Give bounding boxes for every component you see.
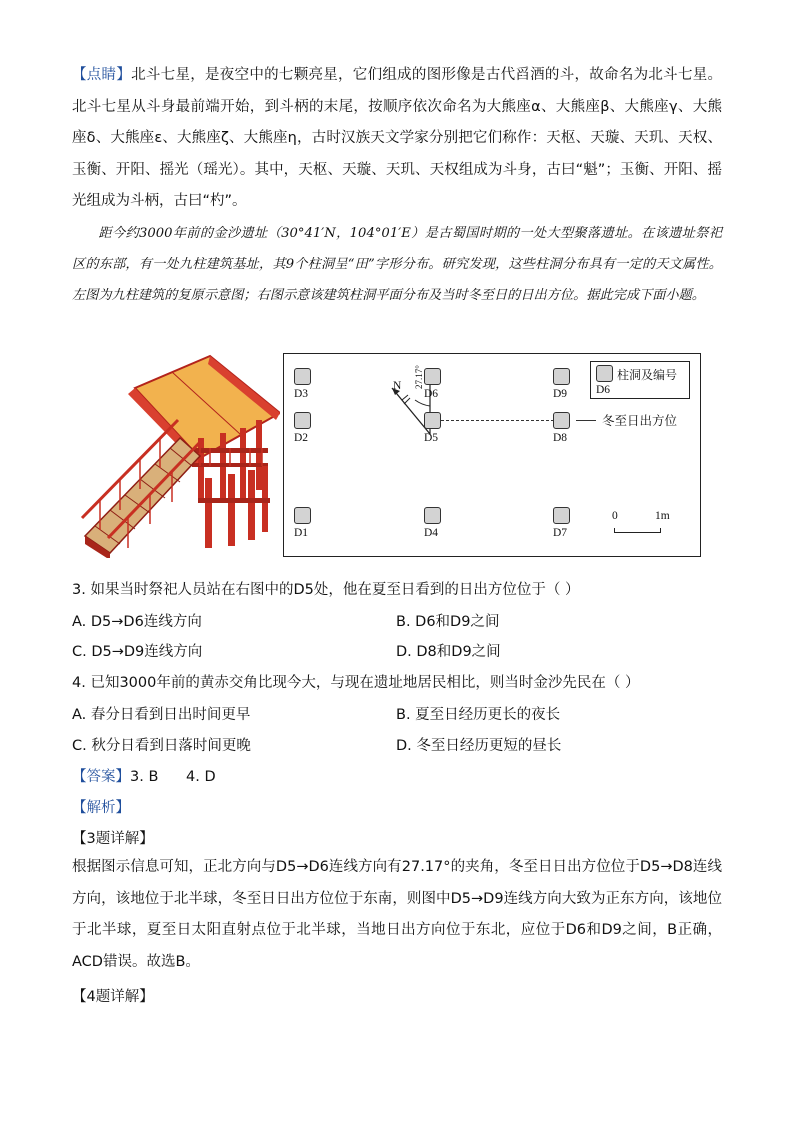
pillar-layout-figure (283, 353, 701, 557)
north-label: N (393, 380, 402, 392)
hole-label-d3: D3 (294, 388, 309, 400)
scale-zero: 0 (612, 510, 618, 522)
analysis-tag: 【解析】 (72, 800, 130, 816)
detail-3-text: 根据图示信息可知，正北方向与D5→D6连线方向有27.17°的夹角，冬至日日出方位位于D5→D8连线方向，该地位于北半球，冬至日日出方位位于东南，则图中D5→D9连线方向大致为正东方向，该地位于北半球，夏至日太阳直射点位于北半球，当地日出方向位于东北，应位于D6和D9之间，B正确，ACD错误。故选B。 (72, 859, 722, 970)
angle-label: 27.17° (414, 365, 424, 389)
q3-option-d: D. D8和D9之间 (396, 644, 501, 660)
pillar-hole-d7 (553, 507, 570, 524)
pillar-hole-d1 (294, 507, 311, 524)
q4-option-a: A. 春分日看到日出时间更早 (72, 707, 251, 723)
hole-label-d7: D7 (553, 527, 568, 539)
pillar-hole-d8 (553, 412, 570, 429)
q4-option-b: B. 夏至日经历更长的夜长 (396, 707, 561, 723)
tip-tag: 【点睛】 (72, 67, 132, 83)
question-4-stem: 4. 已知3000年前的黄赤交角比现今大，与现在遗址地居民相比，则当时金沙先民在（ ） (72, 675, 640, 691)
hole-label-d9: D9 (553, 388, 568, 400)
q4-option-d: D. 冬至日经历更短的昼长 (396, 738, 562, 754)
legend-sample-label: D6 (596, 384, 611, 396)
pillar-hole-d2 (294, 412, 311, 429)
detail-3-tag: 【3题详解】 (72, 831, 154, 847)
legend-box (590, 361, 690, 399)
hole-label-d5: D5 (424, 432, 439, 444)
scale-one: 1m (655, 510, 670, 522)
q3-option-a: A. D5→D6连线方向 (72, 614, 202, 630)
q3-option-c: C. D5→D9连线方向 (72, 644, 203, 660)
legend-hole-sample (596, 365, 613, 382)
answer-text: 3. B 4. D (130, 769, 216, 785)
pillar-hole-d4 (424, 507, 441, 524)
q3-option-b: B. D6和D9之间 (396, 614, 500, 630)
sunrise-arrow-line (576, 420, 596, 421)
pillar-hole-d3 (294, 368, 311, 385)
answer-tag: 【答案】 (72, 769, 130, 785)
answer-line (72, 765, 216, 786)
hole-label-d8: D8 (553, 432, 568, 444)
building-illustration (80, 348, 280, 558)
hole-label-d2: D2 (294, 432, 309, 444)
pillar-hole-d9 (553, 368, 570, 385)
question-3-stem: 3. 如果当时祭祀人员站在右图中的D5处，他在夏至日看到的日出方位位于（ ） (72, 582, 580, 598)
detail-4-tag: 【4题详解】 (72, 989, 154, 1005)
hole-label-d4: D4 (424, 527, 439, 539)
q4-option-c: C. 秋分日看到日落时间更晚 (72, 738, 251, 754)
tip-text: 北斗七星，是夜空中的七颗亮星，它们组成的图形像是古代舀酒的斗，故命名为北斗七星。北斗七星从斗身最前端开始，到斗柄的末尾，按顺序依次命名为大熊座α、大熊座β、大熊座γ、大熊座δ、大熊座ε、大熊座ζ、大熊座η，古时汉族天文学家分别把它们称作：天枢、天璇、天玑、天权、玉衡、开阳、摇光（瑶光）。其中，天枢、天璇、天玑、天权组成为斗身，古曰“魁”；玉衡、开阳、摇光组成为斗柄，古曰“杓”。 (72, 67, 723, 209)
hole-label-d1: D1 (294, 527, 309, 539)
pillar-hole-d6 (424, 368, 441, 385)
sunrise-dashed-line (441, 420, 559, 421)
hole-label-d6: D6 (424, 388, 439, 400)
material-paragraph: 距今约3000年前的金沙遗址（30°41′N，104°01′E）是古蜀国时期的一处大型聚落遗址。在该遗址祭祀区的东部，有一处九柱建筑基址，其9个柱洞呈“田”字形分布。研究发现，这些柱洞分布具有一定的天文属性。左图为九柱建筑的复原示意图；右图示意该建筑柱洞平面分布及当时冬至日的日出方位。据此完成下面小题。 (72, 226, 722, 303)
pillar-hole-d5 (424, 412, 441, 429)
tip-paragraph (72, 60, 722, 218)
legend-label: 柱洞及编号 (617, 368, 678, 382)
scale-bar (614, 528, 661, 533)
sunrise-label: 冬至日出方位 (602, 414, 678, 428)
